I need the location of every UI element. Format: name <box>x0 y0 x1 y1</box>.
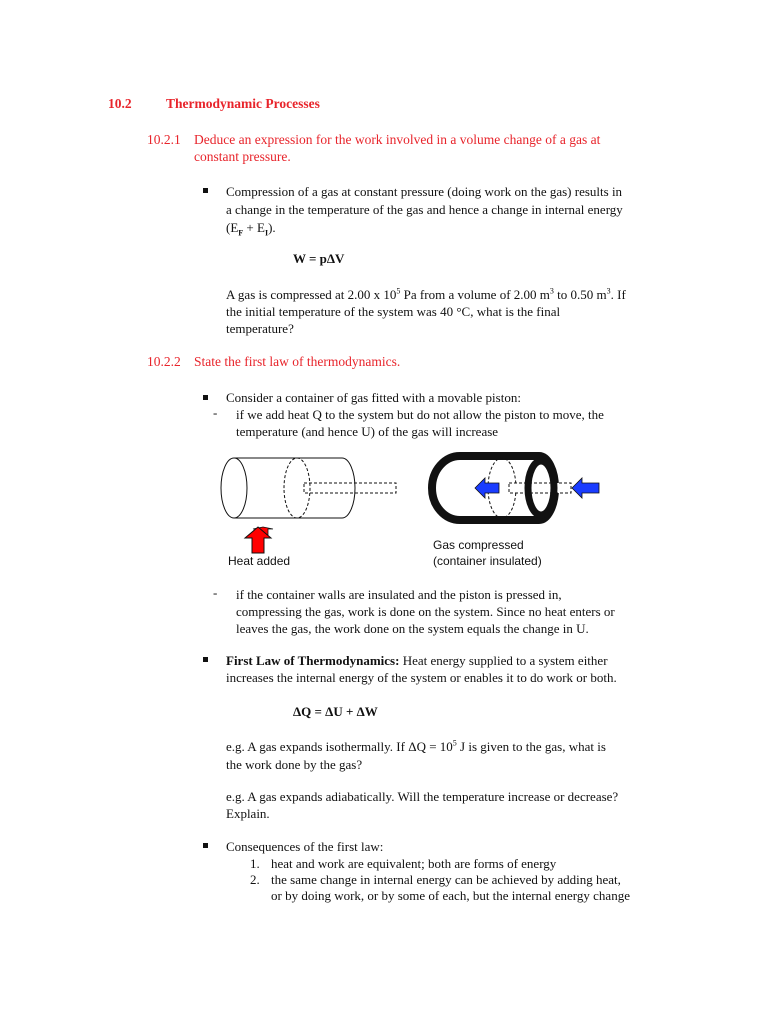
paragraph-line: a change in the temperature of the gas and hence a change in internal energy <box>226 202 623 217</box>
paragraph-line: Compression of a gas at constant pressure (doing work on the gas) results in <box>226 184 623 199</box>
subsection-number: 10.2.2 <box>147 354 181 369</box>
subsection-title-line: State the first law of thermodynamics. <box>194 354 401 369</box>
paragraph-line: A gas is compressed at 2.00 x $10^5$ Pa from a volume of 2.00 $m^3$ to 0.50 $m^3$. If <box>226 286 626 302</box>
dash-marker: - <box>213 405 218 420</box>
list-item: heat and work are equivalent; both are forms of energy <box>271 856 557 871</box>
paragraph-line: if the container walls are insulated and the piston is pressed in, <box>236 587 562 602</box>
paragraph-line: $(E_F + E_I)$. <box>226 220 276 238</box>
dash-marker: - <box>213 585 218 600</box>
bullet-marker <box>203 843 208 848</box>
paragraph-line: increases the internal energy of the system or enables it to do work or both. <box>226 670 617 685</box>
diagram-caption-gas: (container insulated) <box>433 554 542 568</box>
cylinder-left <box>221 458 396 518</box>
paragraph-line: temperature? <box>226 321 294 336</box>
subsection-title-line: constant pressure. <box>194 149 291 164</box>
list-number: 2. <box>250 872 260 887</box>
paragraph-line: e.g. A gas expands isothermally. If $\Delta Q = 10^5$ J is given to the gas, what is <box>226 738 606 754</box>
piston-diagram <box>215 450 615 535</box>
paragraph-line: compressing the gas, work is done on the system. Since no heat enters or <box>236 604 615 619</box>
paragraph-line: Consider a container of gas fitted with a movable piston: <box>226 390 521 405</box>
paragraph-line: the initial temperature of the system was 40 °C, what is the final <box>226 304 561 319</box>
cylinder-right-insulated <box>432 456 571 520</box>
arrow-left-icon <box>475 478 499 498</box>
paragraph-line: temperature (and hence U) of the gas will increase <box>236 424 499 439</box>
paragraph-line: Consequences of the first law: <box>226 839 384 854</box>
list-item: or by doing work, or by some of each, but the internal energy change <box>271 888 630 903</box>
diagram-caption-gas: Gas compressed <box>433 538 524 552</box>
arrow-left-icon <box>572 478 599 498</box>
subsection-number: 10.2.1 <box>147 132 181 147</box>
subsection-title-line: Deduce an expression for the work involved in a volume change of a gas at <box>194 132 601 147</box>
work-formula: W = pΔV <box>293 251 345 266</box>
diagram-caption-heat: Heat added <box>228 554 291 568</box>
bullet-marker <box>203 657 208 662</box>
paragraph-line: First Law of Thermodynamics: Heat energy supplied to a system either <box>226 653 608 668</box>
bullet-marker <box>203 395 208 400</box>
paragraph-line: if we add heat Q to the system but do not allow the piston to move, the <box>236 407 604 422</box>
paragraph-line: Explain. <box>226 806 270 821</box>
paragraph-line: e.g. A gas expands adiabatically. Will the temperature increase or decrease? <box>226 789 619 804</box>
paragraph-line: the work done by the gas? <box>226 757 363 772</box>
list-item: the same change in internal energy can be achieved by adding heat, <box>271 872 621 887</box>
bullet-marker <box>203 188 208 193</box>
list-number: 1. <box>250 856 260 871</box>
section-title: Thermodynamic Processes <box>166 96 320 111</box>
arrow-up-icon <box>243 526 273 554</box>
first-law-formula: ΔQ = ΔU + ΔW <box>293 704 378 719</box>
section-number: 10.2 <box>108 96 132 111</box>
paragraph-line: leaves the gas, the work done on the system equals the change in U. <box>236 621 589 636</box>
